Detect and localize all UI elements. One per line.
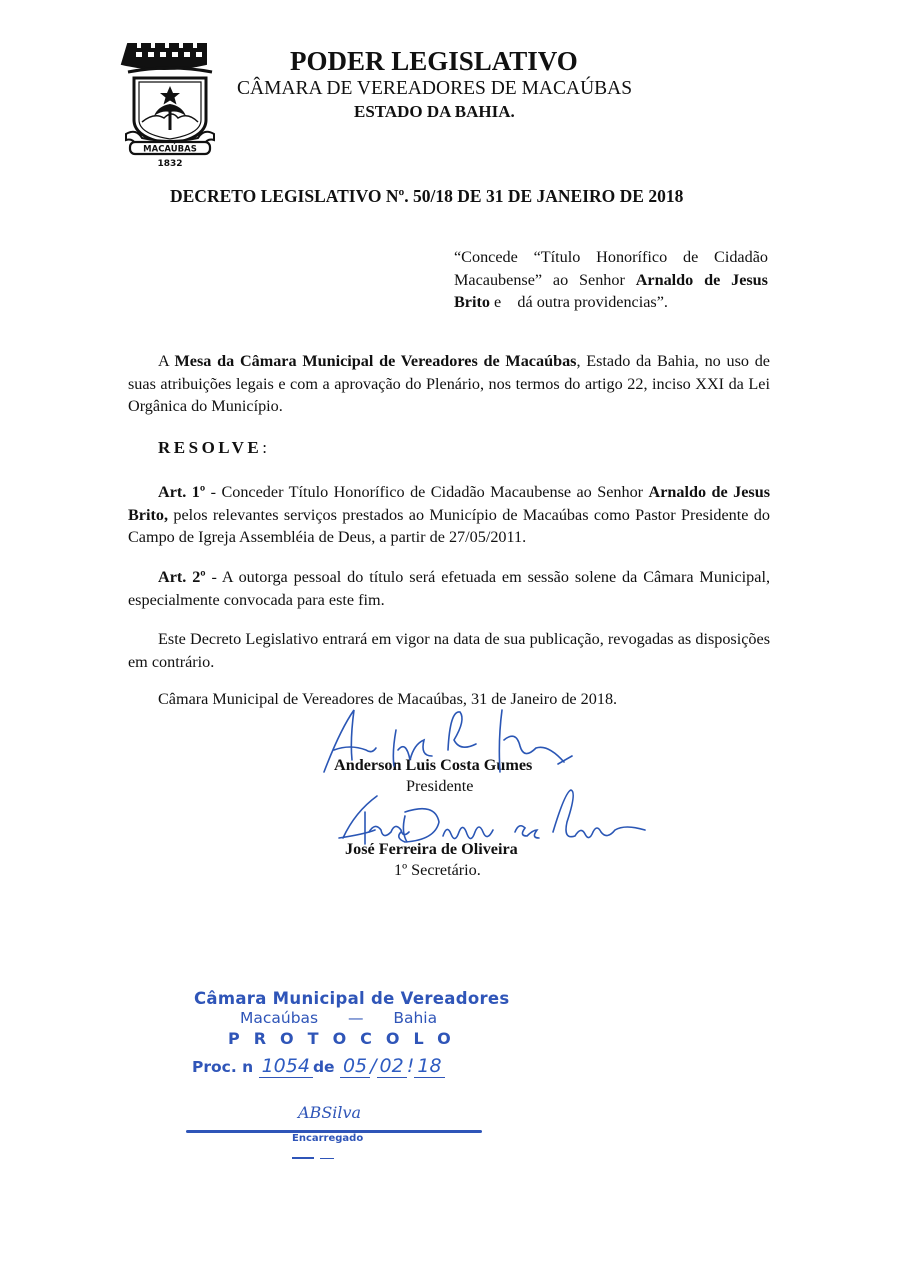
stamp-proc-number: 1054 <box>259 1055 313 1078</box>
ementa-text: “Concede “Título Honorífico de Cidadão Macaubense” ao Senhor <box>454 248 768 289</box>
decree-ementa <box>454 246 768 314</box>
closing-place-date: Câmara Municipal de Vereadores de Macaúbas, 31 de Janeiro de 2018. <box>158 690 618 708</box>
stamp-month: 02 <box>377 1055 407 1078</box>
letterhead-state: ESTADO DA BAHIA. <box>354 102 515 121</box>
article-2 <box>128 566 770 611</box>
stamp-year: 18 <box>414 1055 444 1078</box>
article-2-label: Art. 2º <box>158 568 206 586</box>
ementa-text-end: e dá outra providencias”. <box>489 293 668 311</box>
decree-title: DECRETO LEGISLATIVO Nº. 50/18 DE 31 DE JANEIRO DE 2018 <box>170 186 684 206</box>
letterhead-title: PODER LEGISLATIVO <box>290 46 578 76</box>
resolve-colon: : <box>262 438 267 457</box>
stamp-de-label: de <box>312 1058 335 1076</box>
vigencia-paragraph <box>128 628 770 673</box>
stamp-location: Macaúbas — Bahia <box>240 1009 438 1027</box>
article-1-text-end: pelos relevantes serviços prestados ao Município de Macaúbas como Pastor Presidente do Campo de Igreja Assembléia de Deus, a partir de 27/05/2011. <box>128 505 770 546</box>
stamp-institution: Câmara Municipal de Vereadores <box>194 989 510 1008</box>
article-2-text: - A outorga pessoal do título será efetuada em sessão solene da Câmara Municipal, especialmente convocada para este fim. <box>128 568 771 609</box>
stamp-day: 05 <box>340 1055 370 1078</box>
preamble-text: , Estado da Bahia, no uso de suas atribuições legais e com a aprovação do Plenário, nos termos do artigo 22, inciso XXI da Lei Orgânica do Município. <box>128 352 770 415</box>
article-1-text: - Conceder Título Honorífico de Cidadão Macaubense ao Senhor <box>205 483 649 501</box>
signatory-2-name: José Ferreira de Oliveira <box>345 840 518 858</box>
resolve-label: RESOLVE <box>158 438 263 457</box>
logo-banner-text: MACAÚBAS <box>143 144 197 155</box>
stamp-process-line: Proc. n 1054 de 05 / 02 ! 18 <box>192 1055 445 1077</box>
stamp-proc-label: Proc. n <box>192 1058 254 1076</box>
municipal-coat-of-arms-icon <box>122 44 214 154</box>
protocol-stamp <box>180 985 510 1165</box>
resolve-heading <box>158 438 267 458</box>
coat-of-arms-logo <box>118 38 222 170</box>
article-1-honoree-name: Arnaldo de Jesus Brito, <box>128 483 770 524</box>
ementa-honoree-name: Arnaldo de Jesus Brito <box>454 270 768 311</box>
letterhead-subtitle: CÂMARA DE VEREADORES DE MACAÚBAS <box>237 78 633 99</box>
article-1-label: Art. 1º <box>158 483 206 501</box>
signatory-1-name: Anderson Luis Costa Gumes <box>334 756 533 774</box>
signatory-2-role: 1º Secretário. <box>394 861 481 879</box>
stamp-protocol-label: PROTOCOLO <box>228 1029 465 1048</box>
preamble-body-name: Mesa da Câmara Municipal de Vereadores de Macaúbas <box>174 352 577 370</box>
preamble-paragraph <box>128 350 770 418</box>
article-1 <box>128 481 770 549</box>
stamp-role: Encarregado <box>292 1133 364 1144</box>
signatory-1-role: Presidente <box>406 777 474 795</box>
vigencia-text: Este Decreto Legislativo entrará em vigor na data de sua publicação, revogadas as disposições em contrário. <box>128 630 770 671</box>
stamp-dash <box>292 1157 314 1159</box>
stamp-handwritten-signature: ABSilva <box>298 1103 362 1122</box>
preamble-lead: A <box>158 352 175 370</box>
stamp-dash <box>320 1158 334 1159</box>
logo-year: 1832 <box>157 159 183 169</box>
